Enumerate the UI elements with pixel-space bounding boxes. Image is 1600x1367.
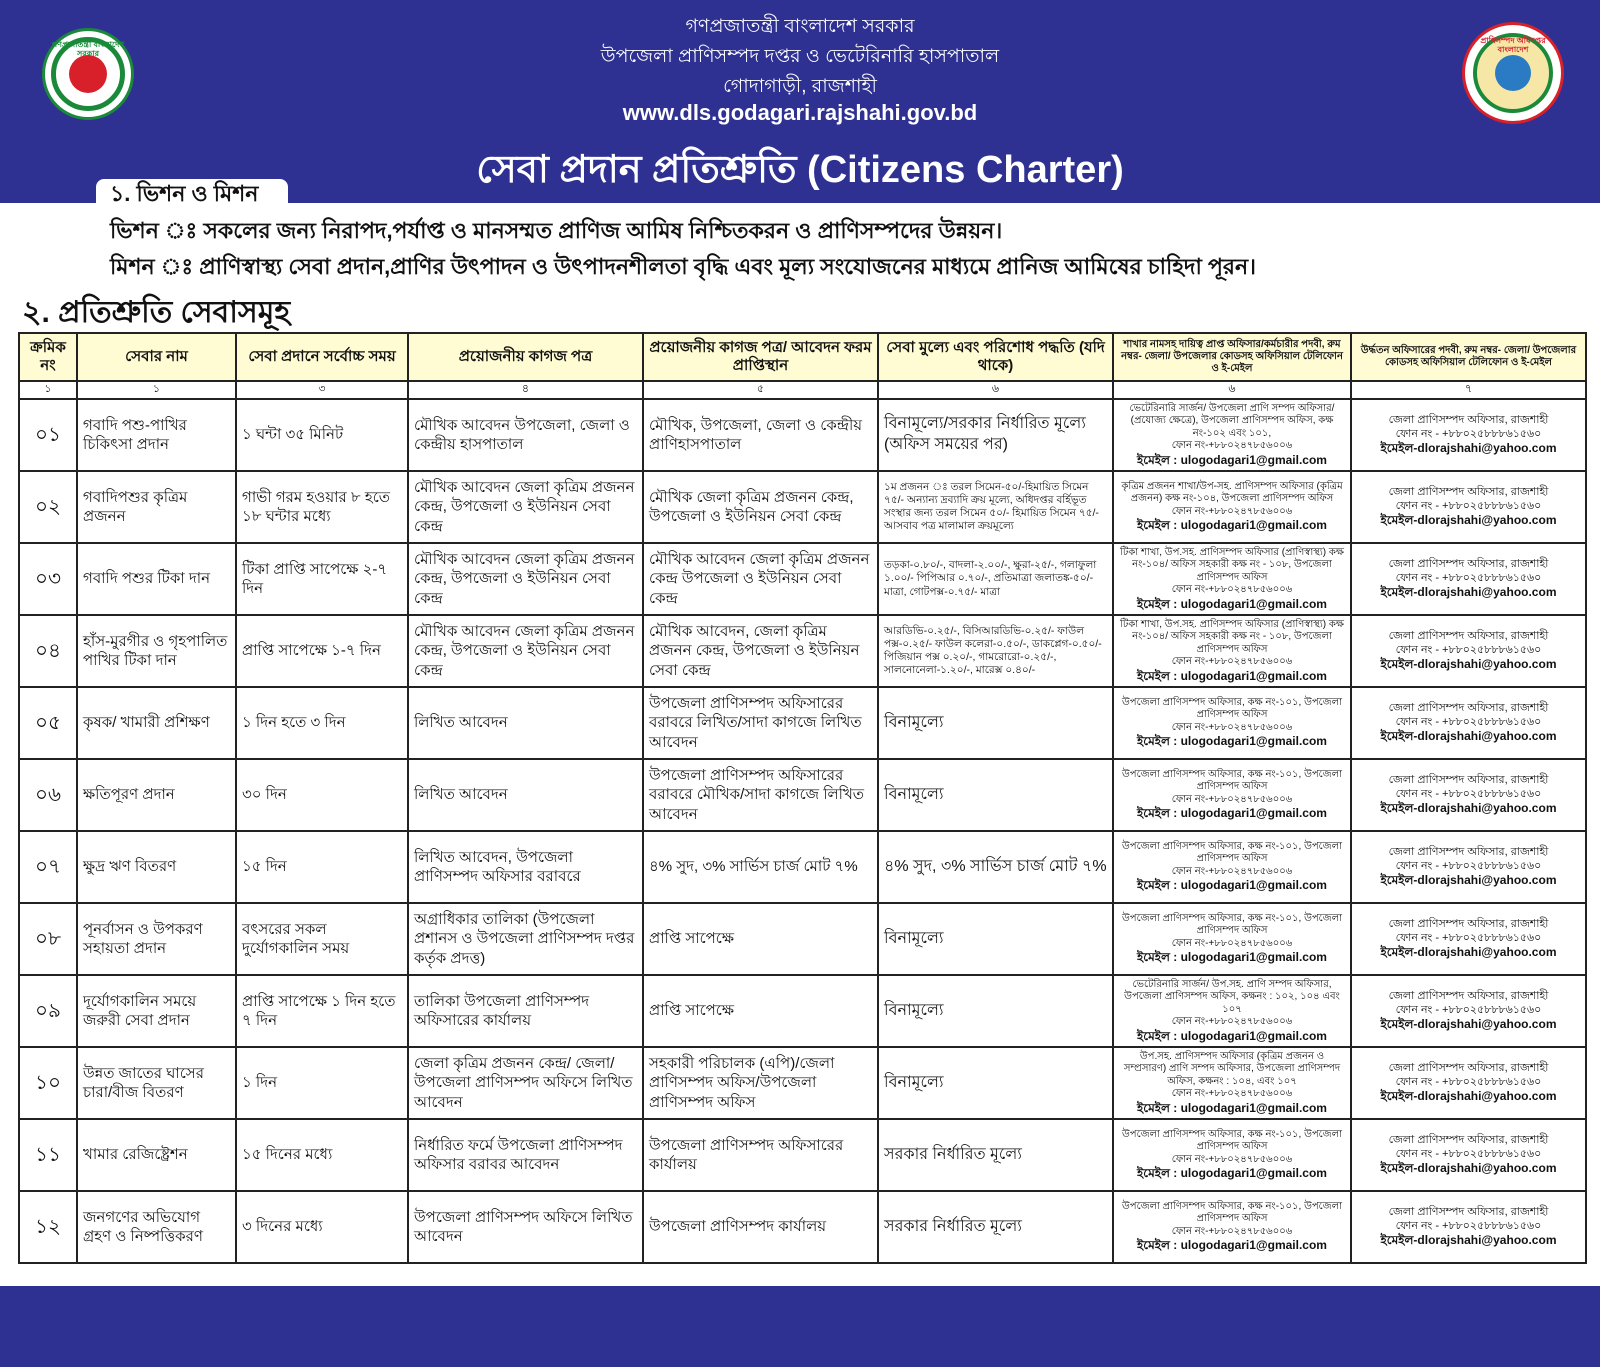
- superior-phone: ফোন নং - +৮৮০২৫৮৮৮৬১৫৬০: [1395, 715, 1542, 728]
- officer-email: ইমেইল : ulogodagari1@gmail.com: [1137, 950, 1327, 965]
- fee-cell: বিনামূল্যে: [878, 759, 1113, 831]
- officer-phone: ফোন নং-+৮৮০২৪৭৮৫৬০০৬: [1171, 440, 1293, 451]
- column-header: ক্রমিক নং: [19, 333, 77, 381]
- serial-cell: ০৭: [19, 831, 77, 903]
- max-time-cell: ৩০ দিন: [236, 759, 408, 831]
- table-row: [19, 759, 1586, 831]
- officer-phone: ফোন নং-+৮৮০২৪৭৮৫৬০০৬: [1171, 1225, 1293, 1237]
- superior-designation: জেলা প্রাণিসম্পদ অফিসার, রাজশাহী: [1388, 845, 1549, 858]
- table-row: [19, 687, 1586, 759]
- responsible-officer-cell: [1113, 543, 1351, 615]
- required-docs-cell: লিখিত আবেদন: [408, 759, 643, 831]
- officer-designation: উপ.সহ. প্রাণিসম্পদ অফিসার (কৃত্রিম প্রজনন ও সম্প্রসারণ) প্রাণি সম্পদ অফিসার, উপজেলা প্রাণিসম্পদ অফিস, কক্ষনং : ১০৪, এবং ১০৭: [1123, 1050, 1341, 1087]
- column-number: ১: [19, 381, 77, 399]
- serial-cell: ০৮: [19, 903, 77, 975]
- serial-cell: ০৪: [19, 615, 77, 687]
- responsible-officer-cell: [1113, 1119, 1351, 1191]
- superior-email: ইমেইল-dlorajshahi@yahoo.com: [1380, 585, 1557, 600]
- column-header: সেবা প্রদানে সর্বোচ্চ সময়: [236, 333, 408, 381]
- column-header: উর্দ্ধতন অফিসারের পদবী, রুম নম্বর- জেলা/ উপজেলার কোডসহ অফিসিয়াল টেলিফোন ও ই-মেইল: [1351, 333, 1586, 381]
- required-docs-cell: নির্ধারিত ফর্মে উপজেলা প্রাণিসম্পদ অফিসার বরাবর আবেদন: [408, 1119, 643, 1191]
- superior-officer-cell: [1351, 399, 1586, 471]
- officer-phone: ফোন নং-+৮৮০২৪৭৮৫৬০০৬: [1171, 656, 1293, 667]
- column-number: ৬: [878, 381, 1113, 399]
- officer-designation: উপজেলা প্রাণিসম্পদ অফিসার, কক্ষ নং-১০১, উপজেলা প্রাণিসম্পদ অফিস: [1122, 912, 1342, 937]
- superior-phone: ফোন নং - +৮৮০২৫৮৮৮৬১৫৬০: [1395, 1147, 1542, 1160]
- column-header: প্রয়োজনীয় কাগজ পত্র/ আবেদন ফরম প্রাপ্তিস্থান: [643, 333, 878, 381]
- superior-officer-cell: [1351, 903, 1586, 975]
- serial-cell: ০১: [19, 399, 77, 471]
- superior-email: ইমেইল-dlorajshahi@yahoo.com: [1380, 1017, 1557, 1032]
- superior-email: ইমেইল-dlorajshahi@yahoo.com: [1380, 1233, 1557, 1248]
- superior-phone: ফোন নং - +৮৮০২৫৮৮৮৬১৫৬০: [1395, 859, 1542, 872]
- required-docs-cell: মৌখিক আবেদন জেলা কৃত্রিম প্রজনন কেন্দ্র, উপজেলা ও ইউনিয়ন সেবা কেন্দ্র: [408, 615, 643, 687]
- service-name-cell: উন্নত জাতের ঘাসের চারা/বীজ বিতরণ: [77, 1047, 236, 1119]
- officer-phone: ফোন নং-+৮৮০২৪৭৮৫৬০০৬: [1171, 584, 1293, 595]
- form-source-cell: উপজেলা প্রাণিসম্পদ অফিসারের কার্যালয়: [643, 1119, 878, 1191]
- officer-phone: ফোন নং-+৮৮০২৪৭৮৫৬০০৬: [1171, 721, 1293, 733]
- office-name: উপজেলা প্রাণিসম্পদ দপ্তর ও ভেটেরিনারি হাসপাতাল: [600, 46, 1000, 67]
- superior-designation: জেলা প্রাণিসম্পদ অফিসার, রাজশাহী: [1388, 557, 1549, 570]
- section1-heading: ১. ভিশন ও মিশন: [96, 179, 288, 209]
- vision-text: ভিশন ঃ সকলের জন্য নিরাপদ,পর্যাপ্ত ও মানসম্মত প্রাণিজ আমিষ নিশ্চিতকরন ও প্রাণিসম্পদের উন্নয়ন।: [110, 218, 1003, 243]
- table-row: [19, 471, 1586, 543]
- max-time-cell: টিকা প্রাপ্তি সাপেক্ষে ২-৭ দিন: [236, 543, 408, 615]
- fee-cell: ১ম প্রজনন ঃ তরল সিমেন-৫০/-হিমায়িত সিমেন ৭৫/- অন্যান্য দ্রব্যাদি ক্রয় মূল্যে, অধিদপ্তর বর্হিভূত সংস্থার জন্য তরল সিমেন ৫০/- হিমায়িত সিমেন ৭৫/- আসবাব পত্র মালামাল ক্রয়মূল্যে: [878, 471, 1113, 543]
- superior-phone: ফোন নং - +৮৮০২৫৮৮৮৬১৫৬০: [1395, 1075, 1542, 1088]
- serial-cell: ১২: [19, 1191, 77, 1263]
- superior-designation: জেলা প্রাণিসম্পদ অফিসার, রাজশাহী: [1388, 773, 1549, 786]
- responsible-officer-cell: [1113, 903, 1351, 975]
- required-docs-cell: লিখিত আবেদন: [408, 687, 643, 759]
- officer-phone: ফোন নং-+৮৮০২৪৭৮৫৬০০৬: [1171, 1088, 1293, 1099]
- serial-cell: ০৯: [19, 975, 77, 1047]
- officer-email: ইমেইল : ulogodagari1@gmail.com: [1137, 1166, 1327, 1181]
- officer-designation: উপজেলা প্রাণিসম্পদ অফিসার, কক্ষ নং-১০১, উপজেলা প্রাণিসম্পদ অফিস: [1122, 696, 1342, 721]
- table-row: [19, 1047, 1586, 1119]
- column-number: ৪: [408, 381, 643, 399]
- footer-band: [0, 1308, 1600, 1367]
- max-time-cell: ৩ দিনের মধ্যে: [236, 1191, 408, 1263]
- required-docs-cell: অগ্রাধিকার তালিকা (উপজেলা প্রশানস ও উপজেলা প্রাণিসম্পদ দপ্তর কর্তৃক প্রদত্ত): [408, 903, 643, 975]
- superior-designation: জেলা প্রাণিসম্পদ অফিসার, রাজশাহী: [1388, 1133, 1549, 1146]
- officer-designation: উপজেলা প্রাণিসম্পদ অফিসার, কক্ষ নং-১০১, উপজেলা প্রাণিসম্পদ অফিস: [1122, 840, 1342, 865]
- responsible-officer-cell: [1113, 1191, 1351, 1263]
- superior-email: ইমেইল-dlorajshahi@yahoo.com: [1380, 1089, 1557, 1104]
- responsible-officer-cell: [1113, 687, 1351, 759]
- form-source-cell: মৌখিক আবেদন জেলা কৃত্রিম প্রজনন কেন্দ্র উপজেলা ও ইউনিয়ন সেবা কেন্দ্র: [643, 543, 878, 615]
- officer-phone: ফোন নং-+৮৮০২৪৭৮৫৬০০৬: [1171, 865, 1293, 877]
- superior-phone: ফোন নং - +৮৮০২৫৮৮৮৬১৫৬০: [1395, 643, 1542, 656]
- fee-cell: তড়কা-০.৮০/-, বাদলা-২.০০/-, ক্ষুরা-২৫/-, গলাফুলা ১.০০/- পিপিআর ০.৭০/-, প্রতিমাত্রা জলাতঙ্ক-৫০/- মাত্রা, গোটপক্স-০.৭৫/- মাত্রা: [878, 543, 1113, 615]
- required-docs-cell: জেলা কৃত্রিম প্রজনন কেন্দ্র/ জেলা/ উপজেলা প্রাণিসম্পদ অফিসে লিখিত আবেদন: [408, 1047, 643, 1119]
- office-location: গোদাগাড়ী, রাজশাহী: [723, 76, 877, 97]
- table-row: [19, 975, 1586, 1047]
- superior-phone: ফোন নং - +৮৮০২৫৮৮৮৬১৫৬০: [1395, 931, 1542, 944]
- superior-officer-cell: [1351, 471, 1586, 543]
- officer-phone: ফোন নং-+৮৮০২৪৭৮৫৬০০৬: [1171, 1153, 1293, 1165]
- superior-designation: জেলা প্রাণিসম্পদ অফিসার, রাজশাহী: [1388, 917, 1549, 930]
- max-time-cell: ১৫ দিনের মধ্যে: [236, 1119, 408, 1191]
- service-name-cell: কৃষক/ খামারী প্রশিক্ষণ: [77, 687, 236, 759]
- superior-phone: ফোন নং - +৮৮০২৫৮৮৮৬১৫৬০: [1395, 427, 1542, 440]
- superior-officer-cell: [1351, 975, 1586, 1047]
- superior-email: ইমেইল-dlorajshahi@yahoo.com: [1380, 513, 1557, 528]
- column-number: ৩: [236, 381, 408, 399]
- officer-designation: টিকা শাখা, উপ.সহ. প্রাণিসম্পদ অফিসার (প্রাণিস্বাস্থ্য) কক্ষ নং-১০৪/ অফিস সহকারী কক্ষ নং - ১০৮, উপজেলা প্রাণিসম্পদ অফিস: [1119, 618, 1345, 655]
- superior-designation: জেলা প্রাণিসম্পদ অফিসার, রাজশাহী: [1388, 1061, 1549, 1074]
- table-row: [19, 831, 1586, 903]
- form-source-cell: উপজেলা প্রাণিসম্পদ কার্যালয়: [643, 1191, 878, 1263]
- service-name-cell: ক্ষতিপূরণ প্রদান: [77, 759, 236, 831]
- mission-text: মিশন ঃ প্রাণিস্বাস্থ্য সেবা প্রদান,প্রাণির উৎপাদন ও উৎপাদনশীলতা বৃদ্ধি এবং মূল্য সংযোজনের মাধ্যমে প্রানিজ আমিষের চাহিদা পূরন।: [110, 254, 1256, 279]
- column-number: ৫: [643, 381, 878, 399]
- right-logo-text: প্রাণিসম্পদ অধিদপ্তর বাংলাদেশ: [1480, 36, 1546, 54]
- superior-email: ইমেইল-dlorajshahi@yahoo.com: [1380, 1161, 1557, 1176]
- table-row: [19, 1119, 1586, 1191]
- service-name-cell: গবাদি পশু-পাখির চিকিৎসা প্রদান: [77, 399, 236, 471]
- superior-officer-cell: [1351, 1119, 1586, 1191]
- officer-designation: ভেটেরিনারি সার্জন/ উপ.সহ. প্রাণি সম্পদ অফিসার, উপজেলা প্রাণিসম্পদ অফিস, কক্ষনং : ১০২, ১০৪ এবং ১০৭: [1124, 978, 1340, 1015]
- max-time-cell: বৎসরের সকল দুর্যোগকালিন সময়: [236, 903, 408, 975]
- responsible-officer-cell: [1113, 471, 1351, 543]
- table-row: [19, 399, 1586, 471]
- officer-email: ইমেইল : ulogodagari1@gmail.com: [1137, 518, 1327, 533]
- fee-cell: বিনামূল্যে/সরকার নির্ধারিত মূল্যে (অফিস সময়ের পর): [878, 399, 1113, 471]
- required-docs-cell: মৌখিক আবেদন জেলা কৃত্রিম প্রজনন কেন্দ্র, উপজেলা ও ইউনিয়ন সেবা কেন্দ্র: [408, 471, 643, 543]
- officer-designation: টিকা শাখা, উপ.সহ. প্রাণিসম্পদ অফিসার (প্রাণিস্বাস্থ্য) কক্ষ নং-১০৪/ অফিস সহকারী কক্ষ নং - ১০৮, উপজেলা প্রাণিসম্পদ অফিস: [1119, 546, 1345, 583]
- officer-designation: কৃত্রিম প্রজনন শাখা/উপ-সহ. প্রাণিসম্পদ অফিসার (কৃত্রিম প্রজনন) কক্ষ নং-১০৪, উপজেলা প্রাণিসম্পদ অফিস: [1121, 480, 1343, 505]
- required-docs-cell: মৌখিক আবেদন জেলা কৃত্রিম প্রজনন কেন্দ্র, উপজেলা ও ইউনিয়ন সেবা কেন্দ্র: [408, 543, 643, 615]
- form-source-cell: সহকারী পরিচালক (এপি)/জেলা প্রাণিসম্পদ অফিস/উপজেলা প্রাণিসম্পদ অফিস: [643, 1047, 878, 1119]
- serial-cell: ০৩: [19, 543, 77, 615]
- form-source-cell: উপজেলা প্রাণিসম্পদ অফিসারের বরাবরে মৌখিক/সাদা কাগজে লিখিত আবেদন: [643, 759, 878, 831]
- fee-cell: আরডিভি-০.২৫/-, বিসিআরডিভি-০.২৫/- ফাউল পক্স-০.২৫/- ফাউল কলেরা-০.৫০/-, ডাকপ্লেগ-০.৫০/- পিজিয়ান পক্স ০.২০/-, গামরোরো-০.২৫/-, সালনোনেলা-১.২০/-, মারেক্স ০.৪০/-: [878, 615, 1113, 687]
- officer-designation: উপজেলা প্রাণিসম্পদ অফিসার, কক্ষ নং-১০১, উপজেলা প্রাণিসম্পদ অফিস: [1122, 1200, 1342, 1225]
- superior-designation: জেলা প্রাণিসম্পদ অফিসার, রাজশাহী: [1388, 989, 1549, 1002]
- max-time-cell: গাভী গরম হওয়ার ৮ হতে ১৮ ঘন্টার মধ্যে: [236, 471, 408, 543]
- serial-cell: ০২: [19, 471, 77, 543]
- required-docs-cell: মৌখিক আবেদন উপজেলা, জেলা ও কেন্দ্রীয় হাসপাতাল: [408, 399, 643, 471]
- max-time-cell: প্রাপ্তি সাপেক্ষে ১-৭ দিন: [236, 615, 408, 687]
- service-name-cell: ক্ষুদ্র ঋণ বিতরণ: [77, 831, 236, 903]
- table-row: [19, 903, 1586, 975]
- superior-designation: জেলা প্রাণিসম্পদ অফিসার, রাজশাহী: [1388, 413, 1549, 426]
- officer-designation: উপজেলা প্রাণিসম্পদ অফিসার, কক্ষ নং-১০১, উপজেলা প্রাণিসম্পদ অফিস: [1122, 1128, 1342, 1153]
- officer-phone: ফোন নং-+৮৮০২৪৭৮৫৬০০৬: [1171, 505, 1293, 517]
- superior-officer-cell: [1351, 687, 1586, 759]
- service-name-cell: খামার রেজিষ্ট্রেশন: [77, 1119, 236, 1191]
- fee-cell: বিনামূল্যে: [878, 1047, 1113, 1119]
- superior-officer-cell: [1351, 1191, 1586, 1263]
- service-name-cell: গবাদিপশুর কৃত্রিম প্রজনন: [77, 471, 236, 543]
- superior-officer-cell: [1351, 543, 1586, 615]
- form-source-cell: মৌখিক আবেদন, জেলা কৃত্রিম প্রজনন কেন্দ্র, উপজেলা ও ইউনিয়ন সেবা কেন্দ্র: [643, 615, 878, 687]
- officer-email: ইমেইল : ulogodagari1@gmail.com: [1137, 668, 1327, 683]
- officer-email: ইমেইল : ulogodagari1@gmail.com: [1137, 452, 1327, 467]
- officer-designation: ভেটেরিনারি সার্জন/ উপজেলা প্রাণি সম্পদ অফিসার/ (প্রযোজ্য ক্ষেত্রে), উপজেলা প্রাণিসম্পদ অফিস, কক্ষ নং-১০২ এবং ১০১,: [1129, 402, 1335, 439]
- superior-email: ইমেইল-dlorajshahi@yahoo.com: [1380, 801, 1557, 816]
- required-docs-cell: লিখিত আবেদন, উপজেলা প্রাণিসম্পদ অফিসার বরাবরে: [408, 831, 643, 903]
- responsible-officer-cell: [1113, 399, 1351, 471]
- column-header: শাখার নামসহ দায়িত্ব প্রাপ্ত অফিসার/কর্মচারীর পদবী, রুম নম্বর- জেলা/ উপজেলার কোডসহ অফিসিয়াল টেলিফোন ও ই-মেইল: [1113, 333, 1351, 381]
- officer-email: ইমেইল : ulogodagari1@gmail.com: [1137, 806, 1327, 821]
- fee-cell: বিনামূল্যে: [878, 975, 1113, 1047]
- max-time-cell: ১ দিন: [236, 1047, 408, 1119]
- superior-email: ইমেইল-dlorajshahi@yahoo.com: [1380, 441, 1557, 456]
- officer-email: ইমেইল : ulogodagari1@gmail.com: [1137, 878, 1327, 893]
- max-time-cell: প্রাপ্তি সাপেক্ষে ১ দিন হতে ৭ দিন: [236, 975, 408, 1047]
- max-time-cell: ১ দিন হতে ৩ দিন: [236, 687, 408, 759]
- responsible-officer-cell: [1113, 975, 1351, 1047]
- officer-email: ইমেইল : ulogodagari1@gmail.com: [1137, 1100, 1327, 1115]
- officer-email: ইমেইল : ulogodagari1@gmail.com: [1137, 1238, 1327, 1253]
- superior-phone: ফোন নং - +৮৮০২৫৮৮৮৬১৫৬০: [1395, 787, 1542, 800]
- fee-cell: সরকার নির্ধারিত মূল্যে: [878, 1119, 1113, 1191]
- form-source-cell: মৌখিক জেলা কৃত্রিম প্রজনন কেন্দ্র, উপজেলা ও ইউনিয়ন সেবা কেন্দ্র: [643, 471, 878, 543]
- column-header: সেবা মুল্যে এবং পরিশোধ পদ্ধতি (যদি থাকে): [878, 333, 1113, 381]
- table-row: [19, 543, 1586, 615]
- responsible-officer-cell: [1113, 1047, 1351, 1119]
- responsible-officer-cell: [1113, 831, 1351, 903]
- column-number-row: [19, 381, 1586, 399]
- superior-email: ইমেইল-dlorajshahi@yahoo.com: [1380, 657, 1557, 672]
- max-time-cell: ১৫ দিন: [236, 831, 408, 903]
- fee-cell: বিনামূল্যে: [878, 903, 1113, 975]
- superior-email: ইমেইল-dlorajshahi@yahoo.com: [1380, 873, 1557, 888]
- officer-email: ইমেইল : ulogodagari1@gmail.com: [1137, 734, 1327, 749]
- form-source-cell: মৌখিক, উপজেলা, জেলা ও কেন্দ্রীয় প্রাণিহাসপাতাল: [643, 399, 878, 471]
- superior-phone: ফোন নং - +৮৮০২৫৮৮৮৬১৫৬০: [1395, 571, 1542, 584]
- officer-email: ইমেইল : ulogodagari1@gmail.com: [1137, 1028, 1327, 1043]
- table-row: [19, 1191, 1586, 1263]
- superior-designation: জেলা প্রাণিসম্পদ অফিসার, রাজশাহী: [1388, 701, 1549, 714]
- superior-email: ইমেইল-dlorajshahi@yahoo.com: [1380, 729, 1557, 744]
- responsible-officer-cell: [1113, 615, 1351, 687]
- superior-designation: জেলা প্রাণিসম্পদ অফিসার, রাজশাহী: [1388, 629, 1549, 642]
- form-source-cell: প্রাপ্তি সাপেক্ষে: [643, 975, 878, 1047]
- form-source-cell: প্রাপ্তি সাপেক্ষে: [643, 903, 878, 975]
- officer-phone: ফোন নং-+৮৮০২৪৭৮৫৬০০৬: [1171, 937, 1293, 949]
- serial-cell: ০৫: [19, 687, 77, 759]
- govt-name: গণপ্রজাতন্ত্রী বাংলাদেশ সরকার: [685, 16, 915, 37]
- superior-officer-cell: [1351, 759, 1586, 831]
- superior-designation: জেলা প্রাণিসম্পদ অফিসার, রাজশাহী: [1388, 1205, 1549, 1218]
- page-title: সেবা প্রদান প্রতিশ্রুতি (Citizens Charter): [476, 149, 1124, 191]
- officer-designation: উপজেলা প্রাণিসম্পদ অফিসার, কক্ষ নং-১০১, উপজেলা প্রাণিসম্পদ অফিস: [1122, 768, 1342, 793]
- fee-cell: ৪% সুদ, ৩% সার্ভিস চার্জ মোট ৭%: [878, 831, 1113, 903]
- section2-heading: ২. প্রতিশ্রুতি সেবাসমূহ: [22, 296, 291, 329]
- website-link[interactable]: www.dls.godagari.rajshahi.gov.bd: [622, 100, 978, 125]
- responsible-officer-cell: [1113, 759, 1351, 831]
- superior-phone: ফোন নং - +৮৮০২৫৮৮৮৬১৫৬০: [1395, 1003, 1542, 1016]
- column-header: সেবার নাম: [77, 333, 236, 381]
- column-header: প্রয়োজনীয় কাগজ পত্র: [408, 333, 643, 381]
- superior-designation: জেলা প্রাণিসম্পদ অফিসার, রাজশাহী: [1388, 485, 1549, 498]
- serial-cell: ০৬: [19, 759, 77, 831]
- serial-cell: ১০: [19, 1047, 77, 1119]
- table-row: [19, 615, 1586, 687]
- service-name-cell: হাঁস-মুরগীর ও গৃহপালিত পাখির টিকা দান: [77, 615, 236, 687]
- footer-band-top: [0, 1286, 1600, 1308]
- service-name-cell: পূনর্বাসন ও উপকরণ সহায়তা প্রদান: [77, 903, 236, 975]
- services-table: [18, 332, 1587, 1264]
- service-name-cell: দূর্যোগকালিন সময়ে জরুরী সেবা প্রদান: [77, 975, 236, 1047]
- service-name-cell: গবাদি পশুর টিকা দান: [77, 543, 236, 615]
- table-header-row: [19, 333, 1586, 381]
- form-source-cell: উপজেলা প্রাণিসম্পদ অফিসারের বরাবরে লিখিত/সাদা কাগজে লিখিত আবেদন: [643, 687, 878, 759]
- form-source-cell: ৪% সুদ, ৩% সার্ভিস চার্জ মোট ৭%: [643, 831, 878, 903]
- left-logo-text: গণপ্রজাতন্ত্রী বাংলাদেশ সরকার: [51, 40, 125, 58]
- superior-phone: ফোন নং - +৮৮০২৫৮৮৮৬১৫৬০: [1395, 499, 1542, 512]
- service-name-cell: জনগণের অভিযোগ গ্রহণ ও নিষ্পত্তিকরণ: [77, 1191, 236, 1263]
- superior-phone: ফোন নং - +৮৮০২৫৮৮৮৬১৫৬০: [1395, 1219, 1542, 1232]
- max-time-cell: ১ ঘন্টা ৩৫ মিনিট: [236, 399, 408, 471]
- fee-cell: সরকার নির্ধারিত মূল্যে: [878, 1191, 1113, 1263]
- superior-officer-cell: [1351, 831, 1586, 903]
- superior-officer-cell: [1351, 1047, 1586, 1119]
- officer-phone: ফোন নং-+৮৮০২৪৭৮৫৬০০৬: [1171, 1016, 1293, 1027]
- column-number: ৭: [1351, 381, 1586, 399]
- serial-cell: ১১: [19, 1119, 77, 1191]
- required-docs-cell: তালিকা উপজেলা প্রাণিসম্পদ অফিসারের কার্যালয়: [408, 975, 643, 1047]
- superior-officer-cell: [1351, 615, 1586, 687]
- fee-cell: বিনামূল্যে: [878, 687, 1113, 759]
- officer-phone: ফোন নং-+৮৮০২৪৭৮৫৬০০৬: [1171, 793, 1293, 805]
- column-number: ১: [77, 381, 236, 399]
- officer-email: ইমেইল : ulogodagari1@gmail.com: [1137, 596, 1327, 611]
- required-docs-cell: উপজেলা প্রাণিসম্পদ অফিসে লিখিত আবেদন: [408, 1191, 643, 1263]
- column-number: ৬: [1113, 381, 1351, 399]
- superior-email: ইমেইল-dlorajshahi@yahoo.com: [1380, 945, 1557, 960]
